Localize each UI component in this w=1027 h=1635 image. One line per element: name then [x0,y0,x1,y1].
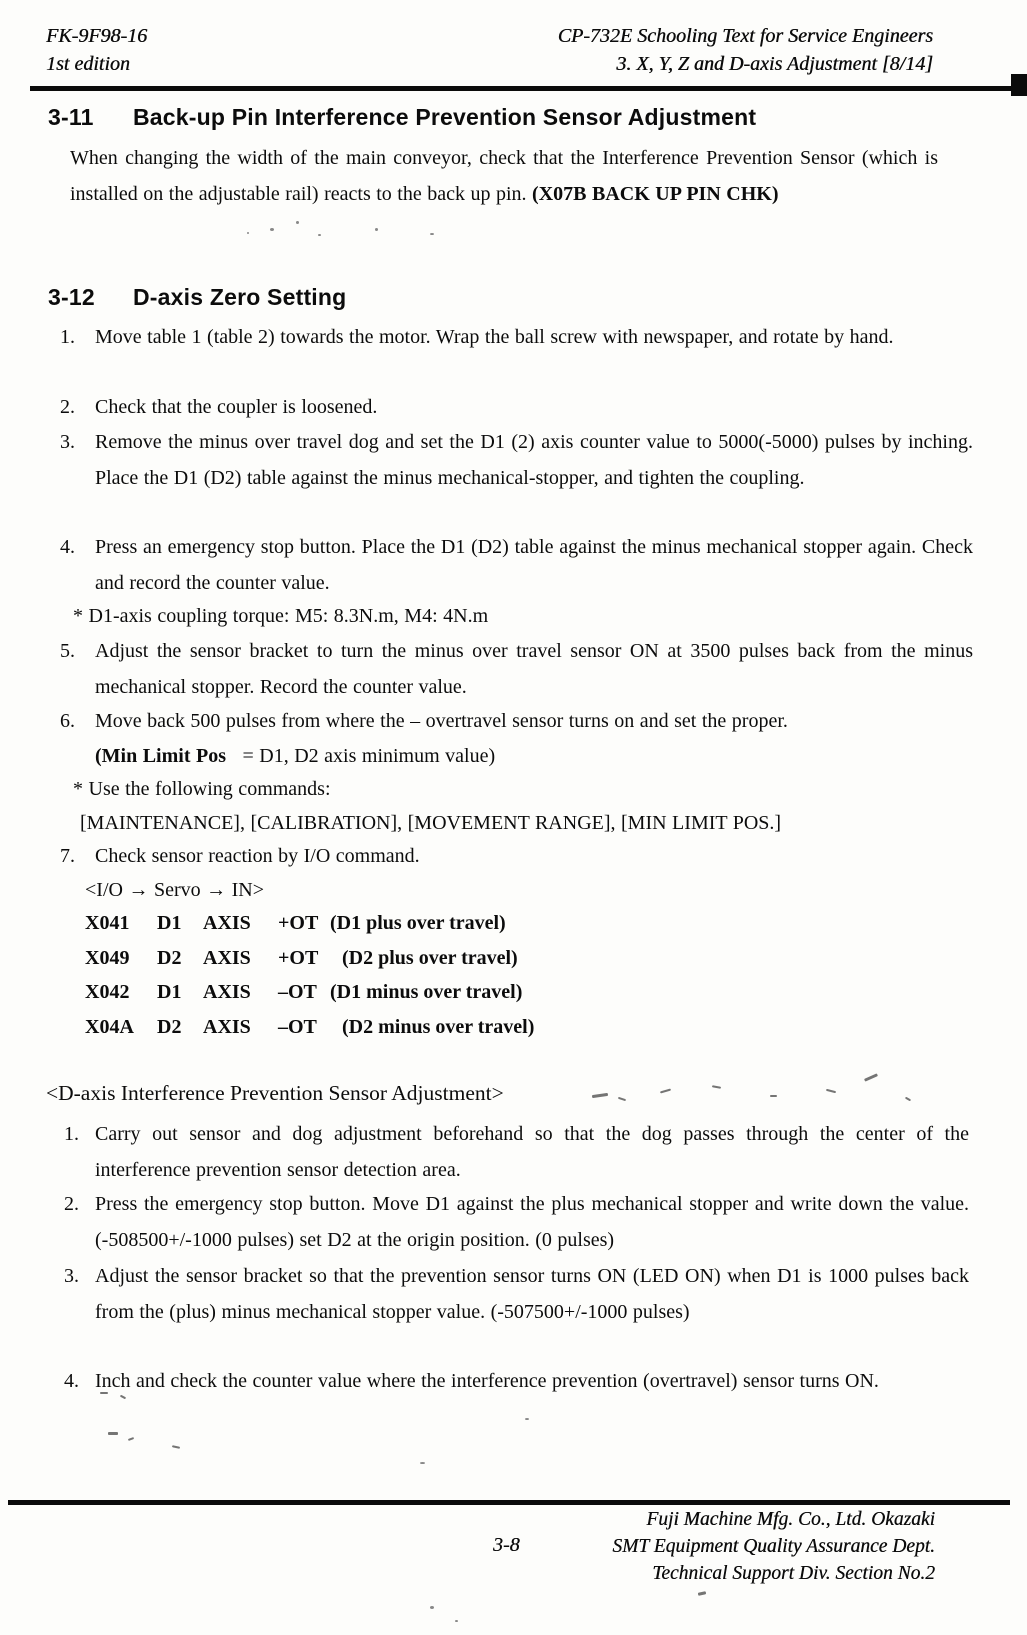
section-heading-3-12 [48,284,346,311]
io-signal: –OT [278,981,317,1004]
edition-label: 1st edition [46,53,130,75]
step-item [60,425,973,496]
io-axis: D1 [157,981,182,1004]
footer-org-line: SMT Equipment Quality Assurance Dept. [612,1536,935,1557]
step-item [60,704,973,740]
io-table-row [85,975,534,1010]
section-number: 3-11 [48,104,94,130]
step-number: 4. [60,536,75,558]
io-kind: AXIS [203,946,251,969]
step-item [60,320,973,356]
pencil-mark [826,1089,836,1093]
scan-noise-speck [270,228,274,231]
step-number: 6. [60,710,75,732]
pencil-mark [770,1095,777,1097]
paragraph-bold-text: (X07B BACK UP PIN CHK) [532,182,779,205]
io-path-line: <I/O → Servo → IN> [85,879,264,901]
scan-noise-speck [430,233,434,235]
scan-noise-speck [525,1418,529,1420]
step-item [64,1117,969,1188]
step-number: 2. [60,396,75,418]
step-text: Check that the coupler is loosened. [95,396,378,418]
page-header-right [558,22,933,78]
step-text: Inch and check the counter value where the interference prevention (overtravel) sensor turns ON. [95,1370,879,1392]
scan-artifact [1011,74,1027,96]
scan-noise-speck [455,1620,458,1622]
step-item [64,1259,969,1330]
io-code: X041 [85,912,130,934]
step-text: Adjust the sensor bracket so that the prevention sensor turns ON (LED ON) when D1 is 1000 pulses back from the (plus) minus mechanical stopper value. (-507500+/-1000 pulses) [95,1265,969,1323]
io-table-row [85,1010,534,1045]
min-limit-rest: = D1, D2 axis minimum value) [226,745,496,767]
step-item [64,1187,969,1258]
step-number: 3. [60,431,75,453]
step-item [60,530,973,601]
page-header-left [46,22,147,78]
commands-line: [MAINTENANCE], [CALIBRATION], [MOVEMENT RANGE], [MIN LIMIT POS.] [80,812,782,834]
io-axis: D2 [157,946,182,969]
step-number: 7. [60,845,75,867]
io-axis: D2 [157,1016,182,1039]
step-number: 4. [64,1370,79,1392]
step-number: 1. [64,1123,79,1145]
scan-noise-speck [108,1432,118,1435]
step-text: Adjust the sensor bracket to turn the minus over travel sensor ON at 3500 pulses back from the minus mechanical stopper. Record the counter value. [95,640,973,698]
footer-org-line: Technical Support Div. Section No.2 [652,1563,935,1584]
pencil-mark [864,1073,878,1081]
section-heading-3-11 [48,104,756,131]
step-text: Move back 500 pulses from where the – overtravel sensor turns on and set the proper. [95,710,788,732]
step-text: Remove the minus over travel dog and set the D1 (2) axis counter value to 5000(-5000) pulses by inching. Place the D1 (D2) table against the minus mechanical-stopper, and tighten the coupling. [95,431,973,489]
scan-noise-speck [420,1462,425,1464]
scan-noise-speck [172,1445,180,1449]
scan-noise-speck [430,1606,434,1609]
io-description: (D2 plus over travel) [342,946,518,969]
io-table-row [85,906,534,941]
io-code: X049 [85,946,130,969]
pencil-mark [660,1089,671,1094]
min-limit-bold: (Min Limit Pos [95,745,226,767]
io-table-row [85,941,534,976]
step-text: Carry out sensor and dog adjustment beforehand so that the dog passes through the center of the interference prevention sensor detection area. [95,1123,969,1181]
io-description: (D2 minus over travel) [342,1016,535,1039]
io-code: X04A [85,1016,134,1039]
scan-noise-speck [296,221,299,224]
section-3-11-paragraph [70,141,938,212]
step-number: 1. [60,326,75,348]
io-axis: D1 [157,912,182,934]
io-description: (D1 plus over travel) [330,912,506,934]
header-rule [30,86,1012,91]
io-signal: +OT [278,946,319,969]
step-item [60,390,973,426]
section-title: D-axis Zero Setting [133,284,347,310]
step-text: Move table 1 (table 2) towards the motor. Wrap the ball screw with newspaper, and rotate by hand. [95,326,894,348]
scan-noise-speck [375,228,378,231]
step-text: Press an emergency stop button. Place the D1 (D2) table against the minus mechanical stopper again. Check and record the counter value. [95,536,973,594]
chapter-title: 3. X, Y, Z and D-axis Adjustment [8/14] [616,53,933,75]
io-kind: AXIS [203,1016,251,1039]
scan-noise-speck [247,232,249,234]
section-number: 3-12 [48,284,95,310]
d-axis-sensor-heading: <D-axis Interference Prevention Sensor Adjustment> [46,1081,504,1105]
step-number: 3. [64,1265,79,1287]
step-item [60,839,973,875]
min-limit-line [95,739,495,775]
step-number: 5. [60,640,75,662]
scan-noise-speck [698,1591,706,1596]
doc-title: CP-732E Schooling Text for Service Engineers [557,25,933,47]
step-number: 2. [64,1193,79,1215]
pencil-mark [905,1097,911,1102]
io-kind: AXIS [203,912,251,934]
scan-noise-speck [100,1392,108,1394]
footer-rule [8,1500,1010,1505]
torque-note: * D1-axis coupling torque: M5: 8.3N.m, M4: 4N.m [73,605,489,627]
footer-organization [612,1506,935,1587]
step-text: Check sensor reaction by I/O command. [95,845,420,867]
pencil-mark [712,1085,721,1089]
section-title: Back-up Pin Interference Prevention Sensor Adjustment [133,104,757,130]
page-number: 3-8 [493,1534,520,1556]
step-text: Press the emergency stop button. Move D1 against the plus mechanical stopper and write down the value. (-508500+/-1000 pulses) set D2 at the origin position. (0 pulses) [95,1193,969,1251]
io-code: X042 [85,981,130,1004]
footer-org-line: Fuji Machine Mfg. Co., Ltd. Okazaki [646,1509,935,1530]
step-item [60,634,973,705]
commands-note: * Use the following commands: [73,778,331,800]
io-signal: –OT [278,1016,317,1039]
step-item [64,1364,969,1400]
io-table [85,906,534,1045]
pencil-mark [592,1093,608,1098]
scan-noise-speck [128,1437,134,1441]
doc-code: FK-9F98-16 [46,25,148,47]
io-signal: +OT [278,912,319,934]
paragraph-text: When changing the width of the main conveyor, check that the Interference Prevention Sensor (which is installed on the adjustable rail) reacts to the back up pin. [70,147,938,205]
io-description: (D1 minus over travel) [330,981,523,1004]
scan-noise-speck [318,234,321,236]
io-kind: AXIS [203,981,251,1004]
pencil-mark [618,1097,626,1101]
